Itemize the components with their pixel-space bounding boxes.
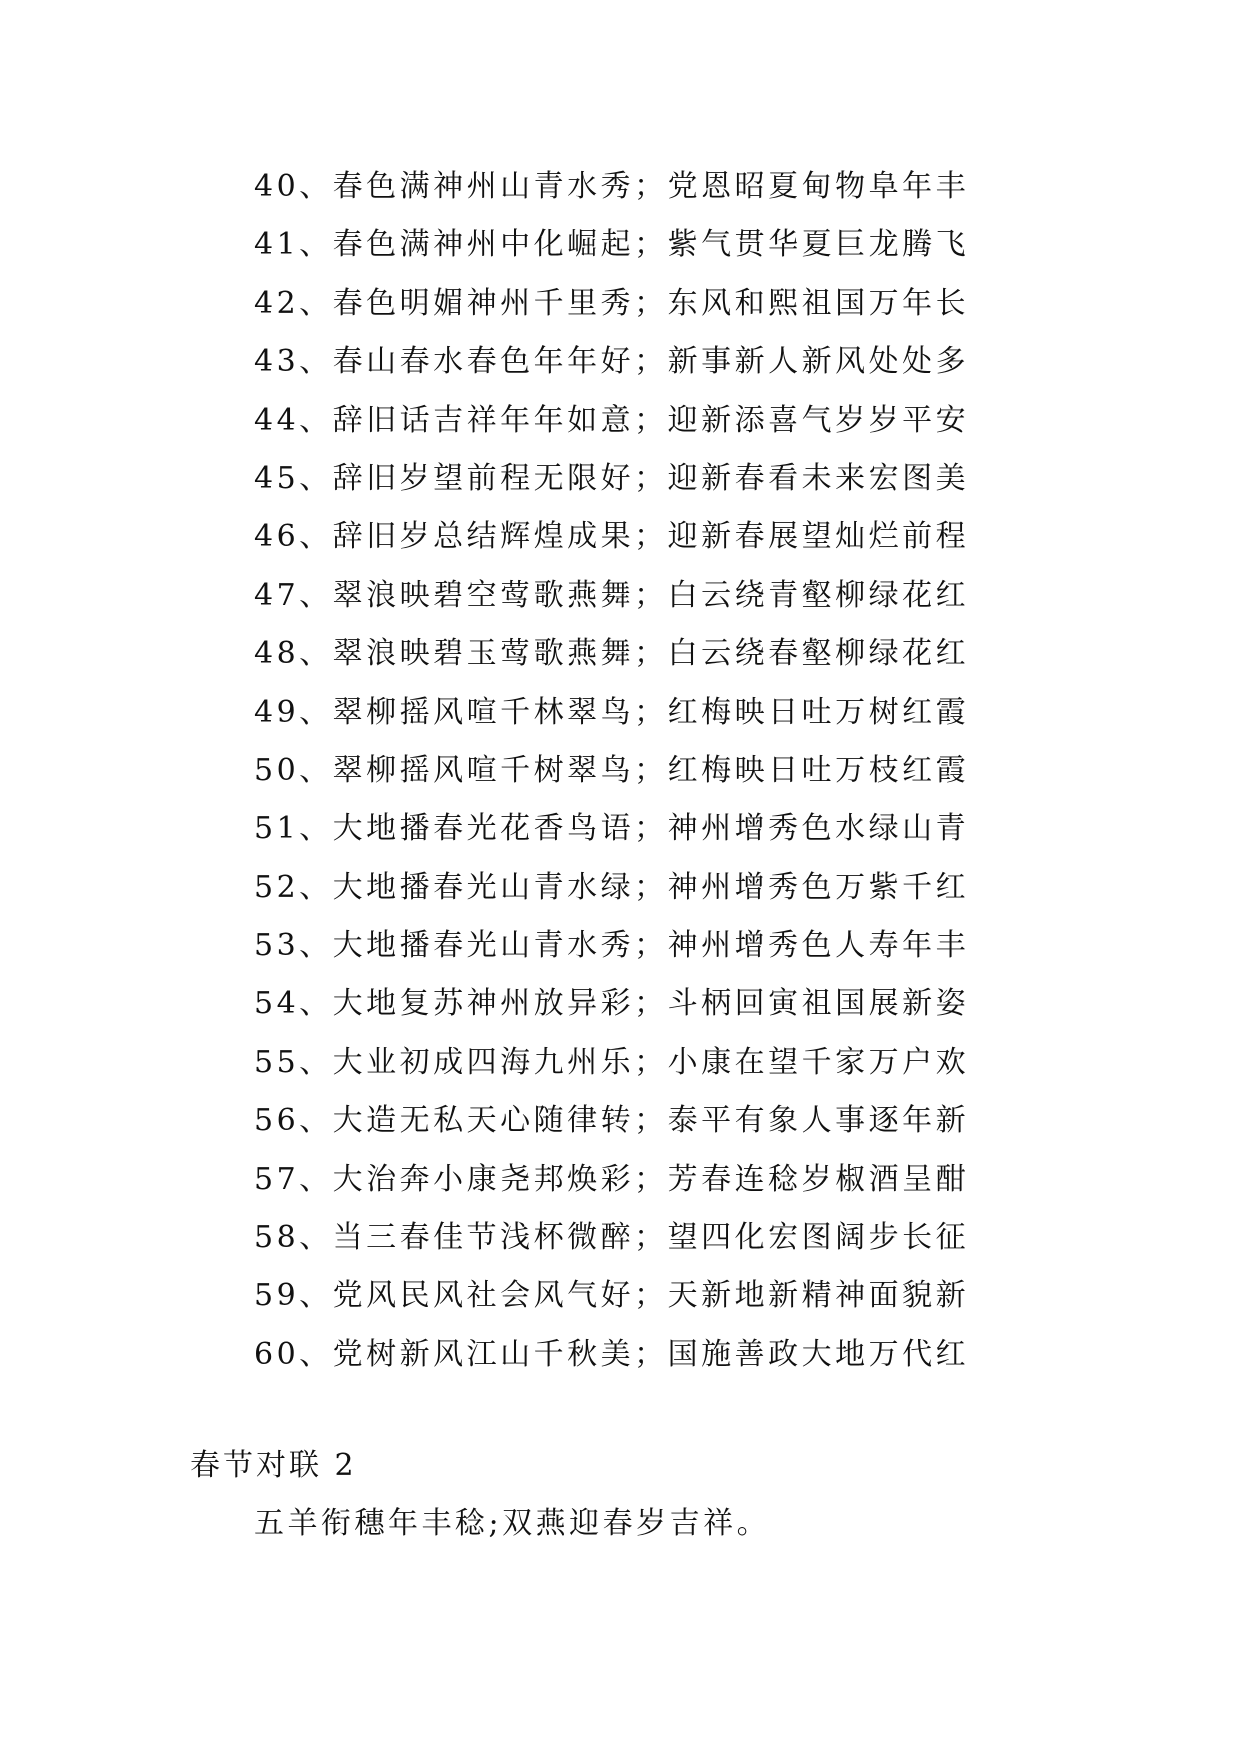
couplet-line: 54、大地复苏神州放异彩；斗柄回寅祖国展新姿 <box>254 986 970 1022</box>
couplet-line: 60、党树新风江山千秋美；国施善政大地万代红 <box>254 1336 970 1372</box>
couplet-line: 55、大业初成四海九州乐；小康在望千家万户欢 <box>254 1044 970 1080</box>
couplet-line: 43、春山春水春色年年好；新事新人新风处处多 <box>254 344 970 380</box>
couplet-line: 49、翠柳摇风喧千林翠鸟；红梅映日吐万树红霞 <box>254 694 970 730</box>
couplet-line: 46、辞旧岁总结辉煌成果；迎新春展望灿烂前程 <box>254 519 970 555</box>
couplet-line: 42、春色明媚神州千里秀；东风和熙祖国万年长 <box>254 285 970 321</box>
section-paragraph: 五羊衔穗年丰稔;双燕迎春岁吉祥。 <box>254 1506 771 1541</box>
couplet-line: 53、大地播春光山青水秀；神州增秀色人寿年丰 <box>254 928 970 964</box>
couplet-line: 45、辞旧岁望前程无限好；迎新春看未来宏图美 <box>254 460 970 496</box>
couplet-line: 44、辞旧话吉祥年年如意；迎新添喜气岁岁平安 <box>254 402 970 438</box>
couplet-line: 41、春色满神州中化崛起；紫气贯华夏巨龙腾飞 <box>254 227 970 263</box>
couplet-line: 48、翠浪映碧玉莺歌燕舞；白云绕春壑柳绿花红 <box>254 636 970 672</box>
couplet-line: 58、当三春佳节浅杯微醉；望四化宏图阔步长征 <box>254 1220 970 1256</box>
couplet-line: 47、翠浪映碧空莺歌燕舞；白云绕青壑柳绿花红 <box>254 577 970 613</box>
section-heading: 春节对联 2 <box>190 1448 357 1483</box>
couplet-line: 52、大地播春光山青水绿；神州增秀色万紫千红 <box>254 869 970 905</box>
couplet-line: 56、大造无私天心随律转；泰平有象人事逐年新 <box>254 1103 970 1139</box>
couplet-line: 40、春色满神州山青水秀；党恩昭夏甸物阜年丰 <box>254 169 970 204</box>
couplet-line: 57、大治奔小康尧邦焕彩；芳春连稔岁椒酒呈酣 <box>254 1161 970 1197</box>
couplet-line: 51、大地播春光花香鸟语；神州增秀色水绿山青 <box>254 811 970 847</box>
couplet-list <box>254 158 994 1384</box>
couplet-line: 59、党风民风社会风气好；天新地新精神面貌新 <box>254 1278 970 1314</box>
couplet-line: 50、翠柳摇风喧千树翠鸟；红梅映日吐万枝红霞 <box>254 752 970 788</box>
